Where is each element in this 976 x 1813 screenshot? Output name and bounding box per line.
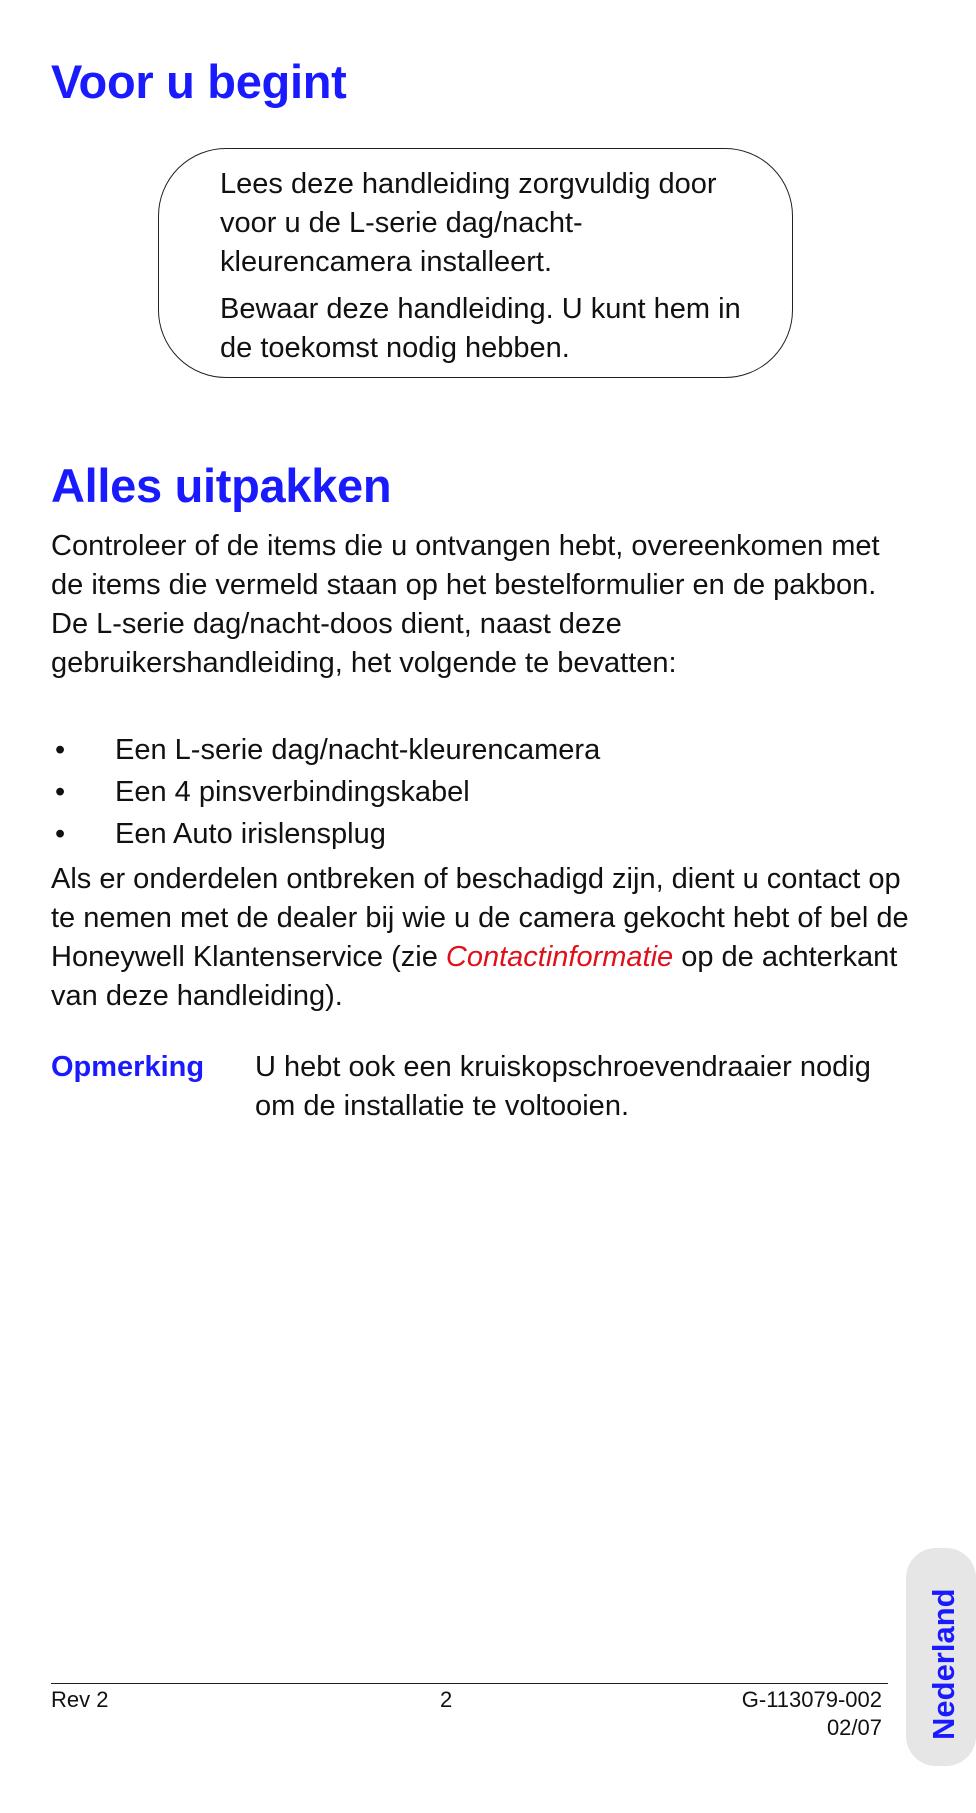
intro-text: Controleer of de items die u ontvangen hebt, overeenkomen met de items die vermeld staan op het bestelformulier en de pakbon. De L-serie dag/nacht-doos dient, naast deze gebruikershandleiding, het volgende te bevatten: — [51, 530, 880, 679]
missing-parts-text — [51, 860, 911, 1016]
intro-paragraph — [51, 527, 911, 683]
list-item — [51, 729, 911, 771]
missing-text-after: op de achterkant van deze handleiding). — [51, 941, 898, 1012]
list-item — [51, 813, 911, 855]
heading-alles-uitpakken: Alles uitpakken — [51, 459, 392, 512]
package-contents-list — [51, 729, 911, 855]
list-item — [51, 771, 911, 813]
missing-text-before: Als er onderdelen ontbreken of beschadigd zijn, dient u contact op te nemen met de dealer bij wie u de camera gekocht hebt of bel de Honeywell Klantenservice (zie — [51, 863, 909, 973]
bullet-icon: • — [55, 776, 66, 808]
callout-paragraph-keep: Bewaar deze handleiding. U kunt hem in de toekomst nodig hebben. — [220, 293, 741, 364]
note-text: U hebt ook een kruiskopschroevendraaier nodig om de installatie te voltooien. — [255, 1051, 871, 1122]
callout-paragraph-read: Lees deze handleiding zorgvuldig door voor u de L-serie dag/nacht-kleurencamera installeert. — [220, 168, 717, 278]
list-item-label: Een Auto irislensplug — [115, 818, 386, 850]
language-tab-label: Nederland — [926, 1588, 961, 1740]
missing-parts-paragraph — [51, 860, 911, 1016]
list-item-label: Een 4 pinsverbindingskabel — [115, 776, 470, 808]
footer-divider — [51, 1683, 888, 1684]
footer-page-number: 2 — [440, 1687, 453, 1712]
list-item-label: Een L-serie dag/nacht-kleurencamera — [115, 734, 601, 766]
bullet-icon: • — [55, 818, 66, 850]
callout-box — [158, 148, 793, 378]
footer-doc-info — [742, 1686, 882, 1742]
bullet-icon: • — [55, 734, 66, 766]
footer-doc-number: G-113079-002 — [741, 1687, 882, 1712]
footer-date: 02/07 — [826, 1715, 882, 1740]
note-label: Opmerking — [51, 1051, 205, 1083]
callout-text — [220, 165, 760, 368]
contact-info-link[interactable]: Contactinformatie — [445, 941, 674, 973]
footer-revision: Rev 2 — [51, 1687, 109, 1712]
heading-voor-u-begint: Voor u begint — [51, 55, 347, 108]
